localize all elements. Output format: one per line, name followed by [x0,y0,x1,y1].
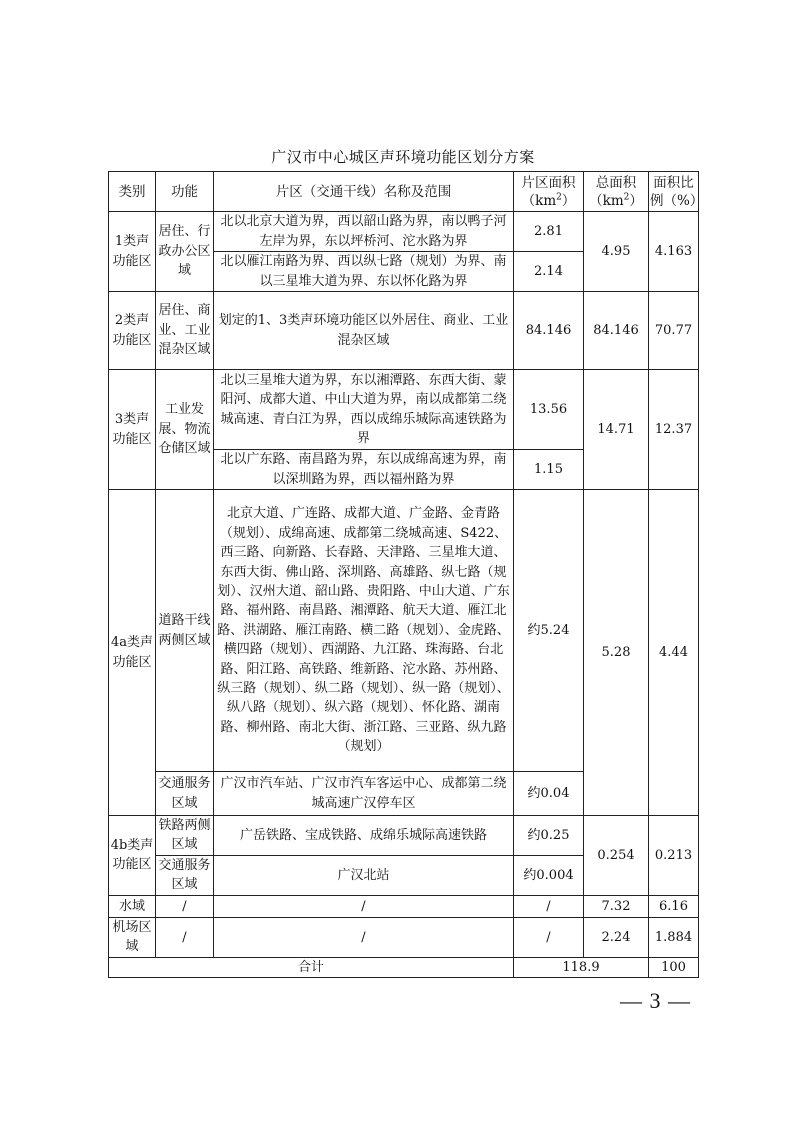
table-row [109,917,699,957]
total-area-cell: 14.71 [584,370,649,490]
table-row [109,292,699,370]
sum-row [109,957,699,977]
function-cell: / [156,917,214,957]
range-cell: 北以三星堆大道为界，东以湘潭路、东西大街、蒙阳河、成都大道、中山大道为界，南以成都第二绕城高速、青白江为界，西以成绵乐城际高速铁路为界 [214,370,514,450]
category-cell: 4a类声功能区 [109,490,156,816]
category-cell: 机场区域 [109,917,156,957]
ratio-cell: 70.77 [649,292,699,370]
ratio-cell: 12.37 [649,370,699,490]
area-cell: 13.56 [514,370,584,450]
area-cell: 2.14 [514,252,584,292]
function-cell: 居住、行政办公区域 [156,212,214,292]
range-cell: / [214,917,514,957]
function-cell: 工业发展、物流仓储区域 [156,370,214,490]
function-cell: 居住、商业、工业混杂区域 [156,292,214,370]
header-row [109,172,699,212]
range-cell: 北以北京大道为界，西以韶山路为界，南以鸭子河左岸为界，东以坪桥河、沱水路为界 [214,212,514,252]
ratio-cell: 4.44 [649,490,699,816]
total-area-cell: 4.95 [584,212,649,292]
total-area-cell: 7.32 [584,895,649,917]
area-cell: 84.146 [514,292,584,370]
table-row [109,895,699,917]
area-cell: 约5.24 [514,490,584,772]
area-cell: 2.81 [514,212,584,252]
total-area-cell: 0.254 [584,816,649,896]
function-cell: 铁路两侧区域 [156,816,214,856]
range-cell: 广岳铁路、宝成铁路、成绵乐城际高速铁路 [214,816,514,856]
function-cell: 交通服务区域 [156,855,214,895]
area-cell: 1.15 [514,450,584,490]
page-number: — 3 — [620,988,691,1013]
total-area-cell: 84.146 [584,292,649,370]
range-cell: 广汉北站 [214,855,514,895]
total-area-cell: 5.28 [584,490,649,816]
range-cell: 北以广东路、南昌路为界，东以成绵高速为界，南以深圳路为界，西以福州路为界 [214,450,514,490]
category-cell: 2类声功能区 [109,292,156,370]
sum-label: 合计 [109,957,514,977]
total-area-cell: 2.24 [584,917,649,957]
function-cell: / [156,895,214,917]
range-cell: 划定的1、3类声环境功能区以外居住、商业、工业混杂区域 [214,292,514,370]
range-cell: 北以雁江南路为界、西以纵七路（规划）为界、南以三星堆大道为界、东以怀化路为界 [214,252,514,292]
header-ratio: 面积比例（%） [649,172,699,212]
ratio-cell: 6.16 [649,895,699,917]
range-cell: 广汉市汽车站、广汉市汽车客运中心、成都第二绕城高速广汉停车区 [214,772,514,816]
zoning-table [108,171,704,978]
area-cell: 约0.004 [514,855,584,895]
header-sub-area: 片区面积$(km^2)$ [514,172,584,212]
header-function: 功能 [156,172,214,212]
category-cell: 1类声功能区 [109,212,156,292]
ratio-cell: 4.163 [649,212,699,292]
ratio-cell: 1.884 [649,917,699,957]
header-category: 类别 [109,172,156,212]
area-cell: / [514,895,584,917]
sum-ratio: 100 [649,957,699,977]
sum-total-area: 118.9 [514,957,649,977]
table-title: 广汉市中心城区声环境功能区划分方案 [271,148,535,166]
header-total-area: 总面积$(km^2)$ [584,172,649,212]
function-cell: 道路干线两侧区域 [156,490,214,772]
ratio-cell: 0.213 [649,816,699,896]
range-cell: 北京大道、广连路、成都大道、广金路、金青路（规划）、成绵高速、成都第二绕城高速、S422、西三路、向新路、长春路、天津路、三星堆大道、东西大街、佛山路、深圳路、高雄路、纵七路（规划）、汉州大道、韶山路、贵阳路、中山大道、广东路、福州路、南昌路、湘潭路、航天大道、雁江北路、洪湖路、雁江南路、横二路（规划）、金虎路、横四路（规划）、西湖路、九江路、珠海路、台北路、阳江路、高铁路、维新路、沱水路、苏州路、纵三路（规划）、纵二路（规划）、纵一路（规划）、纵八路（规划）、纵六路（规划）、怀化路、湖南路、柳州路、南北大街、浙江路、三亚路、纵九路（规划） [214,490,514,772]
area-cell: 约0.25 [514,816,584,856]
category-cell: 4b类声功能区 [109,816,156,896]
table-row [109,212,699,252]
range-cell: / [214,895,514,917]
function-cell: 交通服务区域 [156,772,214,816]
table-row [109,490,699,772]
table-row [109,370,699,450]
area-cell: / [514,917,584,957]
area-cell: 约0.04 [514,772,584,816]
category-cell: 水域 [109,895,156,917]
header-range: 片区（交通干线）名称及范围 [214,172,514,212]
category-cell: 3类声功能区 [109,370,156,490]
table-row [109,816,699,856]
